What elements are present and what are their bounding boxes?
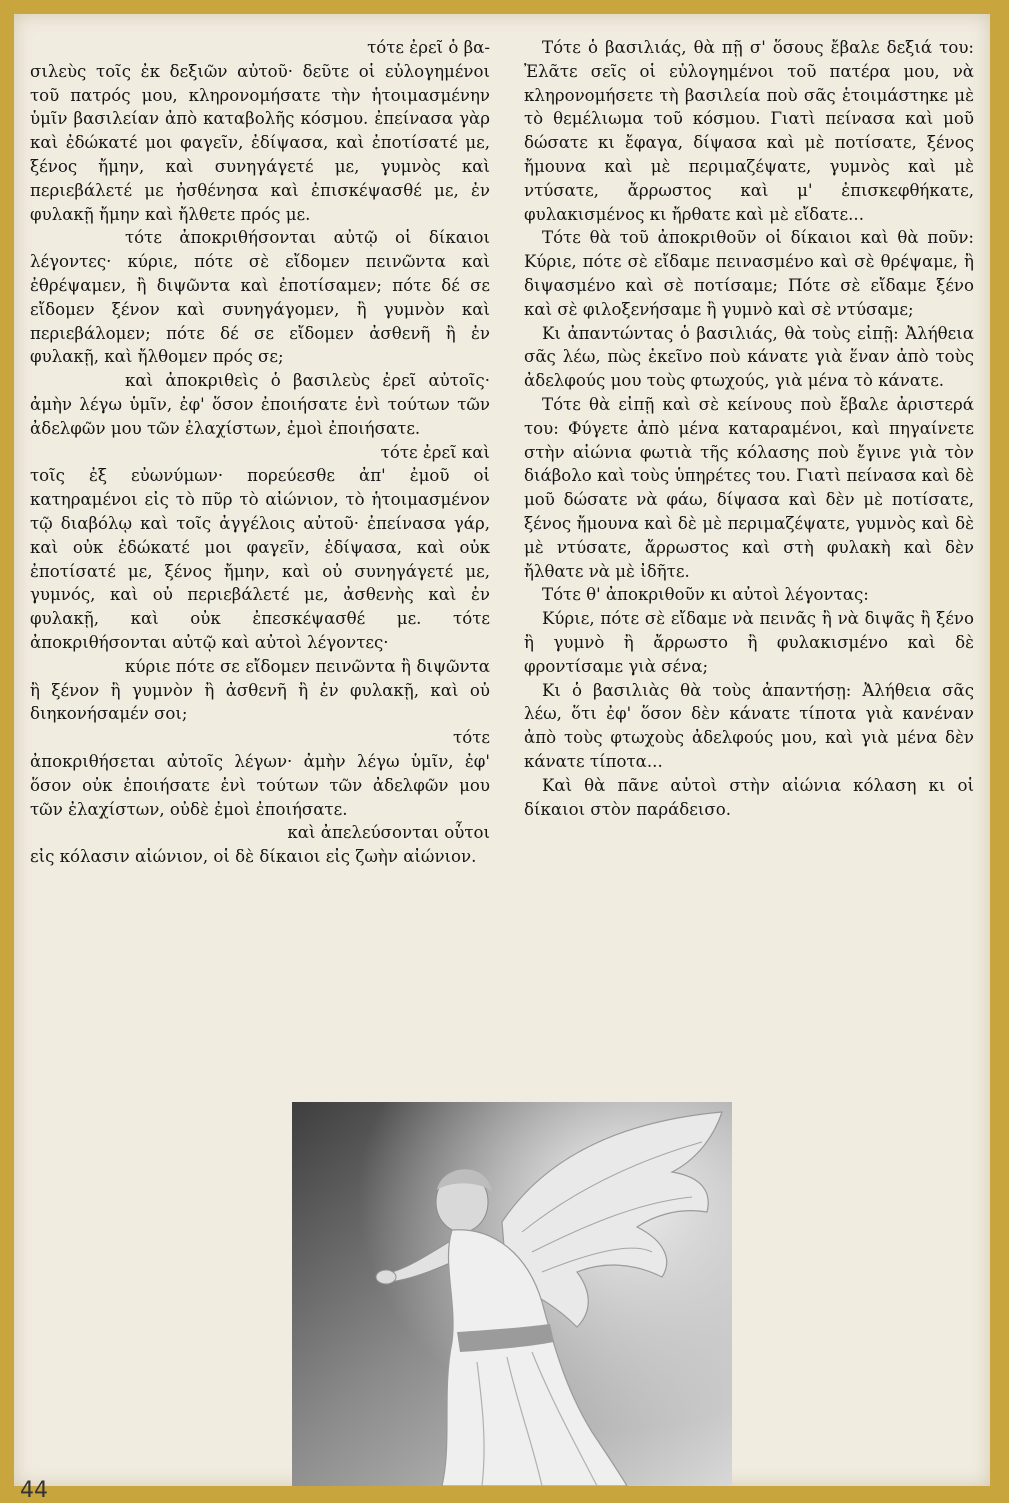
ancient-greek-text-column <box>30 36 490 869</box>
paragraph: Κι ὁ βασιλιὰς θὰ τοὺς ἀπαντήσῃ: Ἀλήθεια σᾶς λέω, ὅτι ἐφ' ὅσον δὲν κάνατε τίποτα γιὰ κανέναν ἀπὸ τοὺς φτωχοὺς ἀδελφούς μου, καὶ γιὰ μένα δὲν κάνατε τίποτα... <box>524 680 974 771</box>
paragraph: Τότε θὰ εἰπῇ καὶ σὲ κείνους ποὺ ἔβαλε ἀριστερά του: Φύγετε ἀπὸ μένα καταραμένοι, καὶ πηγαίνετε στὴν αἰώνια φωτιὰ τῆς κόλασης ποὺ ἔγινε γιὰ τὸν διάβολο καὶ τοὺς ὑπηρέτες του. Γιατὶ πείνασα καὶ δὲ μοῦ δώσατε νὰ φάω, δίψασα καὶ δὲν μὲ ποτίσατε, ξένος ἤμουνα καὶ δὲ μὲ περιμαζέψατε, γυμνὸς καὶ δὲ μὲ ντύσατε, ἄρρωστος καὶ στὴ φυλακὴ καὶ δὲν ἤλθατε νὰ μὲ ἰδῆτε. <box>524 394 974 581</box>
paragraph: τότε ἀποκριθήσονται αὐτῷ οἱ δίκαιοι λέγοντες· κύριε, πότε σὲ εἴδομεν πεινῶντα καὶ ἐθρέψαμεν, ἢ διψῶντα καὶ ἐποτίσαμεν; πότε δέ σε εἴδομεν ξένον καὶ συνηγάγομεν, ἢ γυμνὸν καὶ περιεβάλομεν; πότε δέ σε εἴδομεν ἀσθενῆ ἢ ἐν φυλακῇ, καὶ ἤλθομεν πρός σε; <box>30 228 490 367</box>
paragraph: Κι ἀπαντώντας ὁ βασιλιάς, θὰ τοὺς εἰπῇ: Ἀλήθεια σᾶς λέω, πὼς ἐκεῖνο ποὺ κάνατε γιὰ ἕναν ἀπὸ τοὺς ἀδελφούς μου τοὺς φτωχούς, γιὰ μένα τὸ κάνατε. <box>524 323 974 391</box>
paragraph: Κύριε, πότε σὲ εἴδαμε νὰ πεινᾶς ἢ νὰ διψᾶς ἢ ξένο ἢ γυμνὸ ἢ ἄρρωστο ἢ φυλακισμένο καὶ δὲ φροντίσαμε γιὰ σένα; <box>524 609 974 676</box>
paragraph: Τότε θ' ἀποκριθοῦν κι αὐτοὶ λέγοντας: <box>542 585 869 605</box>
paragraph: τοῖς ἐξ εὐωνύμων· πορεύεσθε ἀπ' ἐμοῦ οἱ κατηραμένοι εἰς τὸ πῦρ τὸ αἰώνιον, τὸ ἡτοιμασμένον τῷ διαβόλῳ καὶ τοῖς ἀγγέλοις αὐτοῦ· ἐπείνασα γάρ, καὶ οὐκ ἐδώκατέ μοι φαγεῖν, ἐδίψασα, καὶ οὐκ ἐποτίσατέ με, ξένος ἤμην, καὶ οὐ συνηγάγετέ με, γυμνός, καὶ οὐ περιεβάλετέ με, ἀσθενὴς καὶ ἐν φυλακῇ, καὶ οὐκ ἐπεσκέψασθέ με. τότε ἀποκριθήσονται αὐτῷ καὶ αὐτοὶ λέγοντες· <box>30 466 490 652</box>
paragraph: καὶ ἀπελεύσονται οὗτοι <box>287 823 490 843</box>
page-number: 44 <box>20 1478 48 1503</box>
paragraph: καὶ ἀποκριθεὶς ὁ βασιλεὺς ἐρεῖ αὐτοῖς· ἀμὴν λέγω ὑμῖν, ἐφ' ὅσον ἐποιήσατε ἑνὶ τούτων τῶν ἀδελφῶν μου τῶν ἐλαχίστων, ἐμοὶ ἐποιήσατε. <box>30 371 490 438</box>
kneeling-angel-illustration <box>292 1102 732 1486</box>
paragraph: Καὶ θὰ πᾶνε αὐτοὶ στὴν αἰώνια κόλαση κι οἱ δίκαιοι στὸν παράδεισο. <box>524 775 974 819</box>
paragraph: τότε ἐρεῖ καὶ <box>380 442 490 462</box>
magazine-page <box>14 14 990 1486</box>
paragraph: σιλεὺς τοῖς ἐκ δεξιῶν αὐτοῦ· δεῦτε οἱ εὐλογημένοι τοῦ πατρός μου, κληρονομήσατε τὴν ἡτοιμασμένην ὑμῖν βασιλείαν ἀπὸ καταβολῆς κόσμου. ἐπείνασα γὰρ καὶ ἐδώκατέ μοι φαγεῖν, ἐδίψασα, καὶ ἐποτίσατέ με, ξένος ἤμην, καὶ συνηγάγετέ με, γυμνὸς καὶ περιεβάλετέ με ἠσθένησα καὶ ἐπισκέψασθέ με, ἐν φυλακῇ ἤμην καὶ ἤλθετε πρός με. <box>30 61 490 224</box>
paragraph: εἰς κόλασιν αἰώνιον, οἱ δὲ δίκαιοι εἰς ζωὴν αἰώνιον. <box>30 847 477 867</box>
paragraph: τότε ἐρεῖ ὁ βα- <box>367 38 490 57</box>
paragraph: τότε <box>453 728 490 748</box>
paragraph: Τότε ὁ βασιλιάς, θὰ πῇ σ' ὅσους ἔβαλε δεξιά του: Ἐλᾶτε σεῖς οἱ εὐλογημένοι τοῦ πατέρα μου, νὰ κληρονομήσετε τὴ βασιλεία ποὺ σᾶς ἑτοιμάστηκε μὲ τὸ θεμέλιωμα τοῦ κόσμου. Γιατὶ πείνασα καὶ μοῦ δώσατε κι ἔφαγα, δίψασα καὶ μὲ ποτίσατε, ξένος ἤμουνα καὶ μὲ περιμαζέψατε, γυμνὸς καὶ μὲ ντύσατε, ἄρρωστος καὶ μ' ἐπισκεφθήκατε, φυλακισμένος κι ἤρθατε καὶ μὲ εἴδατε... <box>524 38 974 224</box>
modern-greek-translation-column <box>524 36 974 821</box>
paragraph: ἀποκριθήσεται αὐτοῖς λέγων· ἀμὴν λέγω ὑμῖν, ἐφ' ὅσον οὐκ ἐποιήσατε ἑνὶ τούτων τῶν ἀδελφῶν μου τῶν ἐλαχίστων, οὐδὲ ἐμοὶ ἐποιήσατε. <box>30 751 490 819</box>
paragraph: Τότε θὰ τοῦ ἀποκριθοῦν οἱ δίκαιοι καὶ θὰ ποῦν: Κύριε, πότε σὲ εἴδαμε πεινασμένο καὶ σὲ θρέψαμε, ἢ διψασμένο καὶ σὲ ποτίσαμε; Πότε σὲ εἴδαμε ξένο καὶ σὲ φιλοξενήσαμε ἢ γυμνὸ καὶ σὲ ντύσαμε; <box>524 228 974 319</box>
paragraph: κύριε πότε σε εἴδομεν πεινῶντα ἢ διψῶντα ἢ ξένον ἢ γυμνὸν ἢ ἀσθενῆ ἢ ἐν φυλακῇ, καὶ οὐ διηκονήσαμέν σοι; <box>30 656 490 724</box>
